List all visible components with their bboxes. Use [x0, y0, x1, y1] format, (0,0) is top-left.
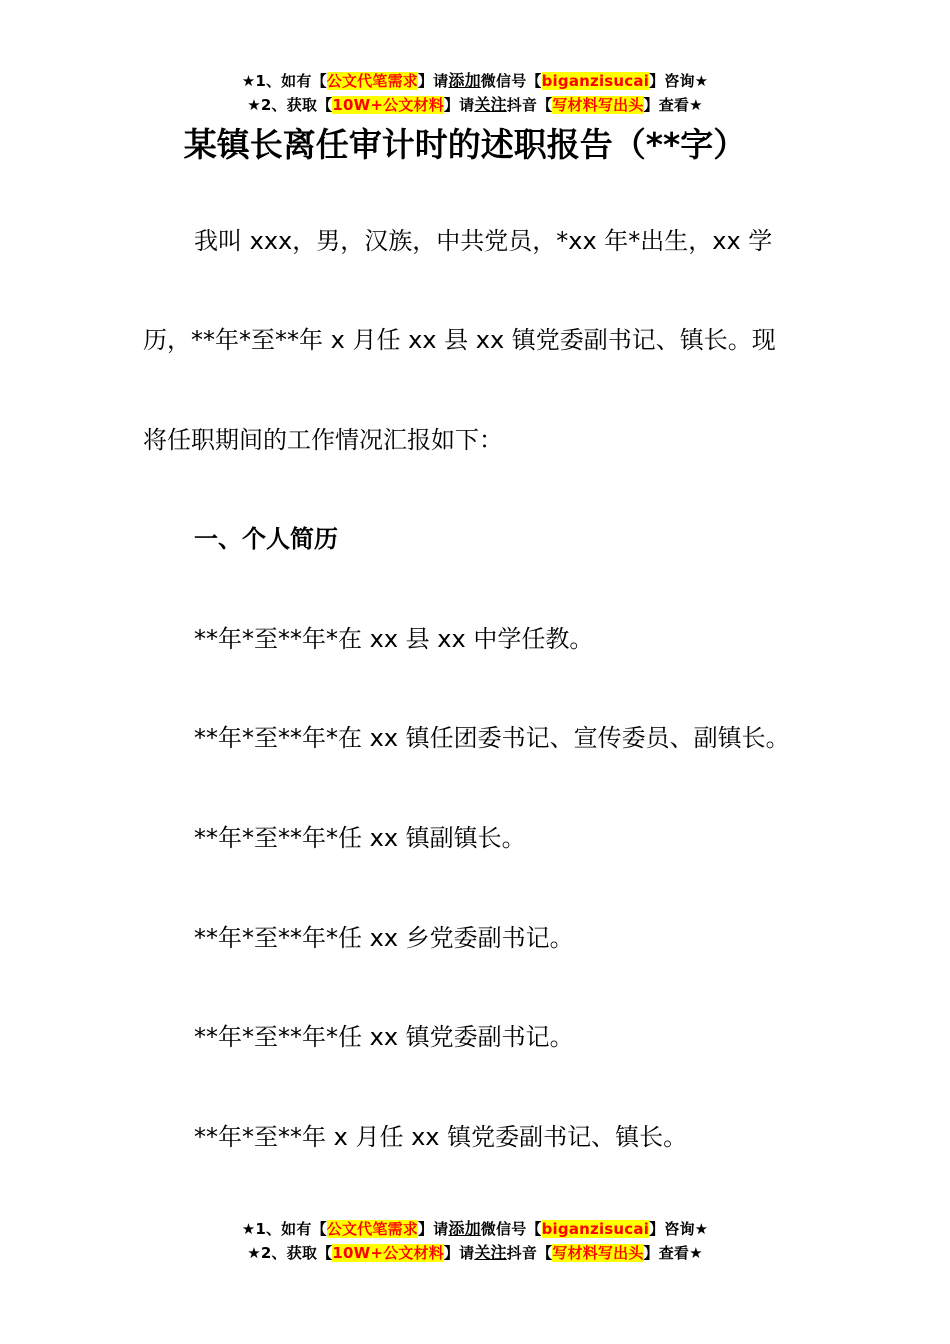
banner-text: ★2、获取【	[247, 1244, 333, 1262]
banner-text: 微信号【	[480, 1220, 542, 1238]
banner-text: 】咨询★	[649, 1220, 709, 1238]
banner-underline: 添加	[448, 1219, 481, 1238]
banner-text: ★1、如有【	[241, 1220, 327, 1238]
banner-line-1	[0, 69, 950, 93]
banner-text: 】查看★	[643, 96, 703, 114]
banner-underline: 添加	[448, 71, 481, 90]
resume-item: **年*至**年*任 xx 乡党委副书记。	[194, 924, 574, 952]
banner-highlight-materials: 10W+公文材料	[332, 96, 444, 114]
banner-highlight-douyin: 写材料写出头	[552, 1244, 644, 1262]
banner-text: 】请	[443, 96, 475, 114]
intro-paragraph-line-1: 我叫 xxx，男，汉族，中共党员，*xx 年*出生，xx 学	[194, 227, 773, 255]
banner-text: 抖音【	[506, 96, 553, 114]
banner-line-1	[0, 1217, 950, 1241]
banner-text: 】请	[443, 1244, 475, 1262]
resume-item: **年*至**年*任 xx 镇副镇长。	[194, 824, 526, 852]
resume-item: **年*至**年*任 xx 镇党委副书记。	[194, 1023, 574, 1051]
resume-item: **年*至**年*在 xx 镇任团委书记、宣传委员、副镇长。	[194, 724, 790, 752]
banner-text: 】请	[417, 1220, 449, 1238]
banner-line-2	[0, 93, 950, 117]
banner-text: 】请	[417, 72, 449, 90]
section-heading: 一、个人简历	[194, 525, 338, 553]
resume-item: **年*至**年 x 月任 xx 镇党委副书记、镇长。	[194, 1123, 688, 1151]
banner-underline: 关注	[474, 1243, 507, 1262]
resume-item: **年*至**年*在 xx 县 xx 中学任教。	[194, 625, 594, 653]
banner-highlight-service: 公文代笔需求	[326, 1220, 418, 1238]
banner-underline: 关注	[474, 95, 507, 114]
banner-text: 】咨询★	[649, 72, 709, 90]
banner-highlight-wechat: biganzisucai	[541, 1220, 650, 1238]
banner-text: 抖音【	[506, 1244, 553, 1262]
intro-paragraph-line-3: 将任职期间的工作情况汇报如下：	[143, 426, 503, 454]
banner-text: 】查看★	[643, 1244, 703, 1262]
banner-text: 微信号【	[480, 72, 542, 90]
intro-paragraph-line-2: 历，**年*至**年 x 月任 xx 县 xx 镇党委副书记、镇长。现	[143, 326, 776, 354]
banner-highlight-douyin: 写材料写出头	[552, 96, 644, 114]
banner-highlight-wechat: biganzisucai	[541, 72, 650, 90]
bottom-banner	[0, 1217, 950, 1265]
banner-line-2	[0, 1241, 950, 1265]
banner-highlight-service: 公文代笔需求	[326, 72, 418, 90]
banner-text: ★2、获取【	[247, 96, 333, 114]
banner-highlight-materials: 10W+公文材料	[332, 1244, 444, 1262]
top-banner	[0, 69, 950, 117]
document-title: 某镇长离任审计时的述职报告（**字）	[183, 125, 747, 164]
banner-text: ★1、如有【	[241, 72, 327, 90]
